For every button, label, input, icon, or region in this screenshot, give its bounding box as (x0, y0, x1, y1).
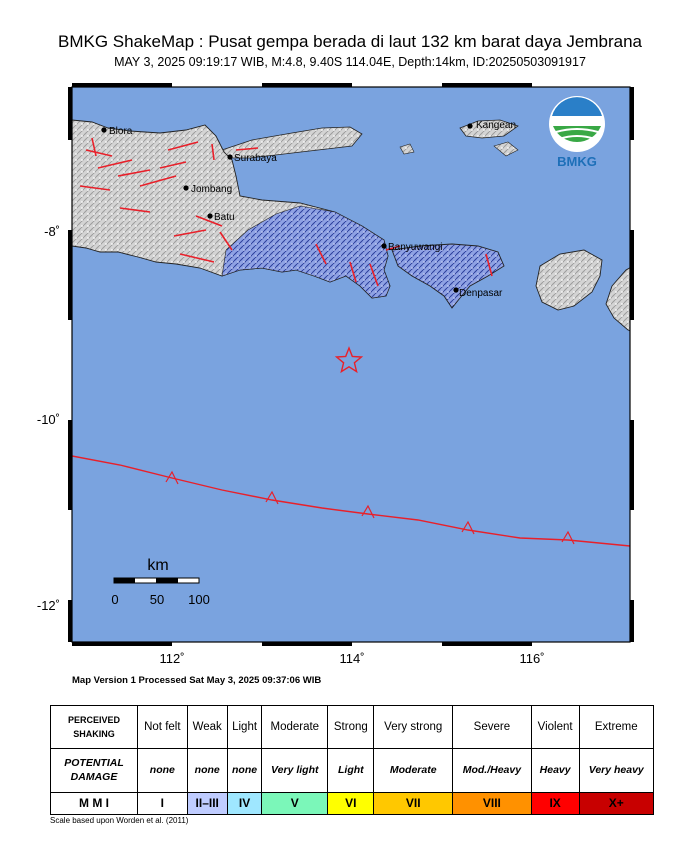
legend-damage-cell: none (227, 749, 262, 792)
mmi-legend (50, 705, 654, 815)
logo-text: BMKG (557, 154, 597, 169)
place-banyuwangi: Banyuwangi (388, 242, 443, 253)
scale-unit: km (147, 557, 169, 574)
legend-mmi-cell: II–III (187, 792, 227, 814)
place-denpasar: Denpasar (459, 288, 503, 299)
legend-shaking-cell: Not felt (138, 706, 188, 749)
lat-label: -12˚ (36, 598, 60, 613)
scale-tick: 50 (149, 592, 165, 607)
legend-mmi-cell: X+ (579, 792, 654, 814)
bmkg-logo (549, 96, 605, 169)
lon-label: 114˚ (339, 651, 365, 666)
legend-shaking-cell: Moderate (262, 706, 328, 749)
legend-shaking-cell: Very strong (374, 706, 453, 749)
legend-row-damage (51, 749, 654, 792)
legend-damage-cell: Light (328, 749, 374, 792)
legend-damage-cell: Very heavy (579, 749, 654, 792)
place-batu: Batu (214, 212, 235, 223)
legend-mmi-cell: VI (328, 792, 374, 814)
legend-header-shaking: PERCEIVED SHAKING (51, 706, 138, 749)
lon-label: 112˚ (159, 651, 185, 666)
legend-mmi-cell: VIII (453, 792, 532, 814)
legend-damage-cell: Mod./Heavy (453, 749, 532, 792)
city-marker (453, 287, 458, 292)
lat-label: -10˚ (36, 412, 60, 427)
legend-shaking-cell: Severe (453, 706, 532, 749)
place-kangean: Kangean (476, 120, 517, 131)
event-subtitle: MAY 3, 2025 09:19:17 WIB, M:4.8, 9.40S 114.04E, Depth:14km, ID:20250503091917 (114, 55, 586, 69)
legend-row-shaking (51, 706, 654, 749)
scale-bar (114, 578, 199, 583)
city-marker (183, 185, 188, 190)
scale-tick: 0 (111, 592, 119, 607)
city-marker (101, 127, 106, 132)
legend-mmi-cell: IX (531, 792, 579, 814)
lon-label: 116˚ (519, 651, 545, 666)
legend-shaking-cell: Extreme (579, 706, 654, 749)
legend-damage-cell: none (138, 749, 188, 792)
legend-shaking-cell: Violent (531, 706, 579, 749)
place-blora: Blora (109, 126, 133, 137)
legend-damage-cell: none (187, 749, 227, 792)
legend-shaking-cell: Strong (328, 706, 374, 749)
legend-mmi-cell: I (138, 792, 188, 814)
map-title: BMKG ShakeMap : Pusat gempa berada di laut 132 km barat daya Jembrana (58, 32, 642, 51)
legend-header-damage: POTENTIAL DAMAGE (51, 749, 138, 792)
legend-damage-cell: Heavy (531, 749, 579, 792)
place-surabaya: Surabaya (234, 153, 277, 164)
scale-note: Scale based upon Worden et al. (2011) (50, 816, 189, 825)
legend-damage-cell: Very light (262, 749, 328, 792)
legend-mmi-cell: IV (227, 792, 262, 814)
processed-note: Map Version 1 Processed Sat May 3, 2025 09:37:06 WIB (72, 675, 322, 686)
lat-label: -8˚ (44, 224, 60, 239)
legend-shaking-cell: Weak (187, 706, 227, 749)
legend-row-mmi (51, 792, 654, 814)
legend-mmi-cell: V (262, 792, 328, 814)
place-jombang: Jombang (191, 184, 233, 195)
city-marker (207, 213, 212, 218)
city-marker (381, 243, 386, 248)
legend-shaking-cell: Light (227, 706, 262, 749)
legend-damage-cell: Moderate (374, 749, 453, 792)
legend-mmi-cell: VII (374, 792, 453, 814)
city-marker (467, 123, 472, 128)
legend-header-mmi: M M I (51, 792, 138, 814)
scale-tick: 100 (188, 592, 210, 607)
city-marker (227, 154, 232, 159)
